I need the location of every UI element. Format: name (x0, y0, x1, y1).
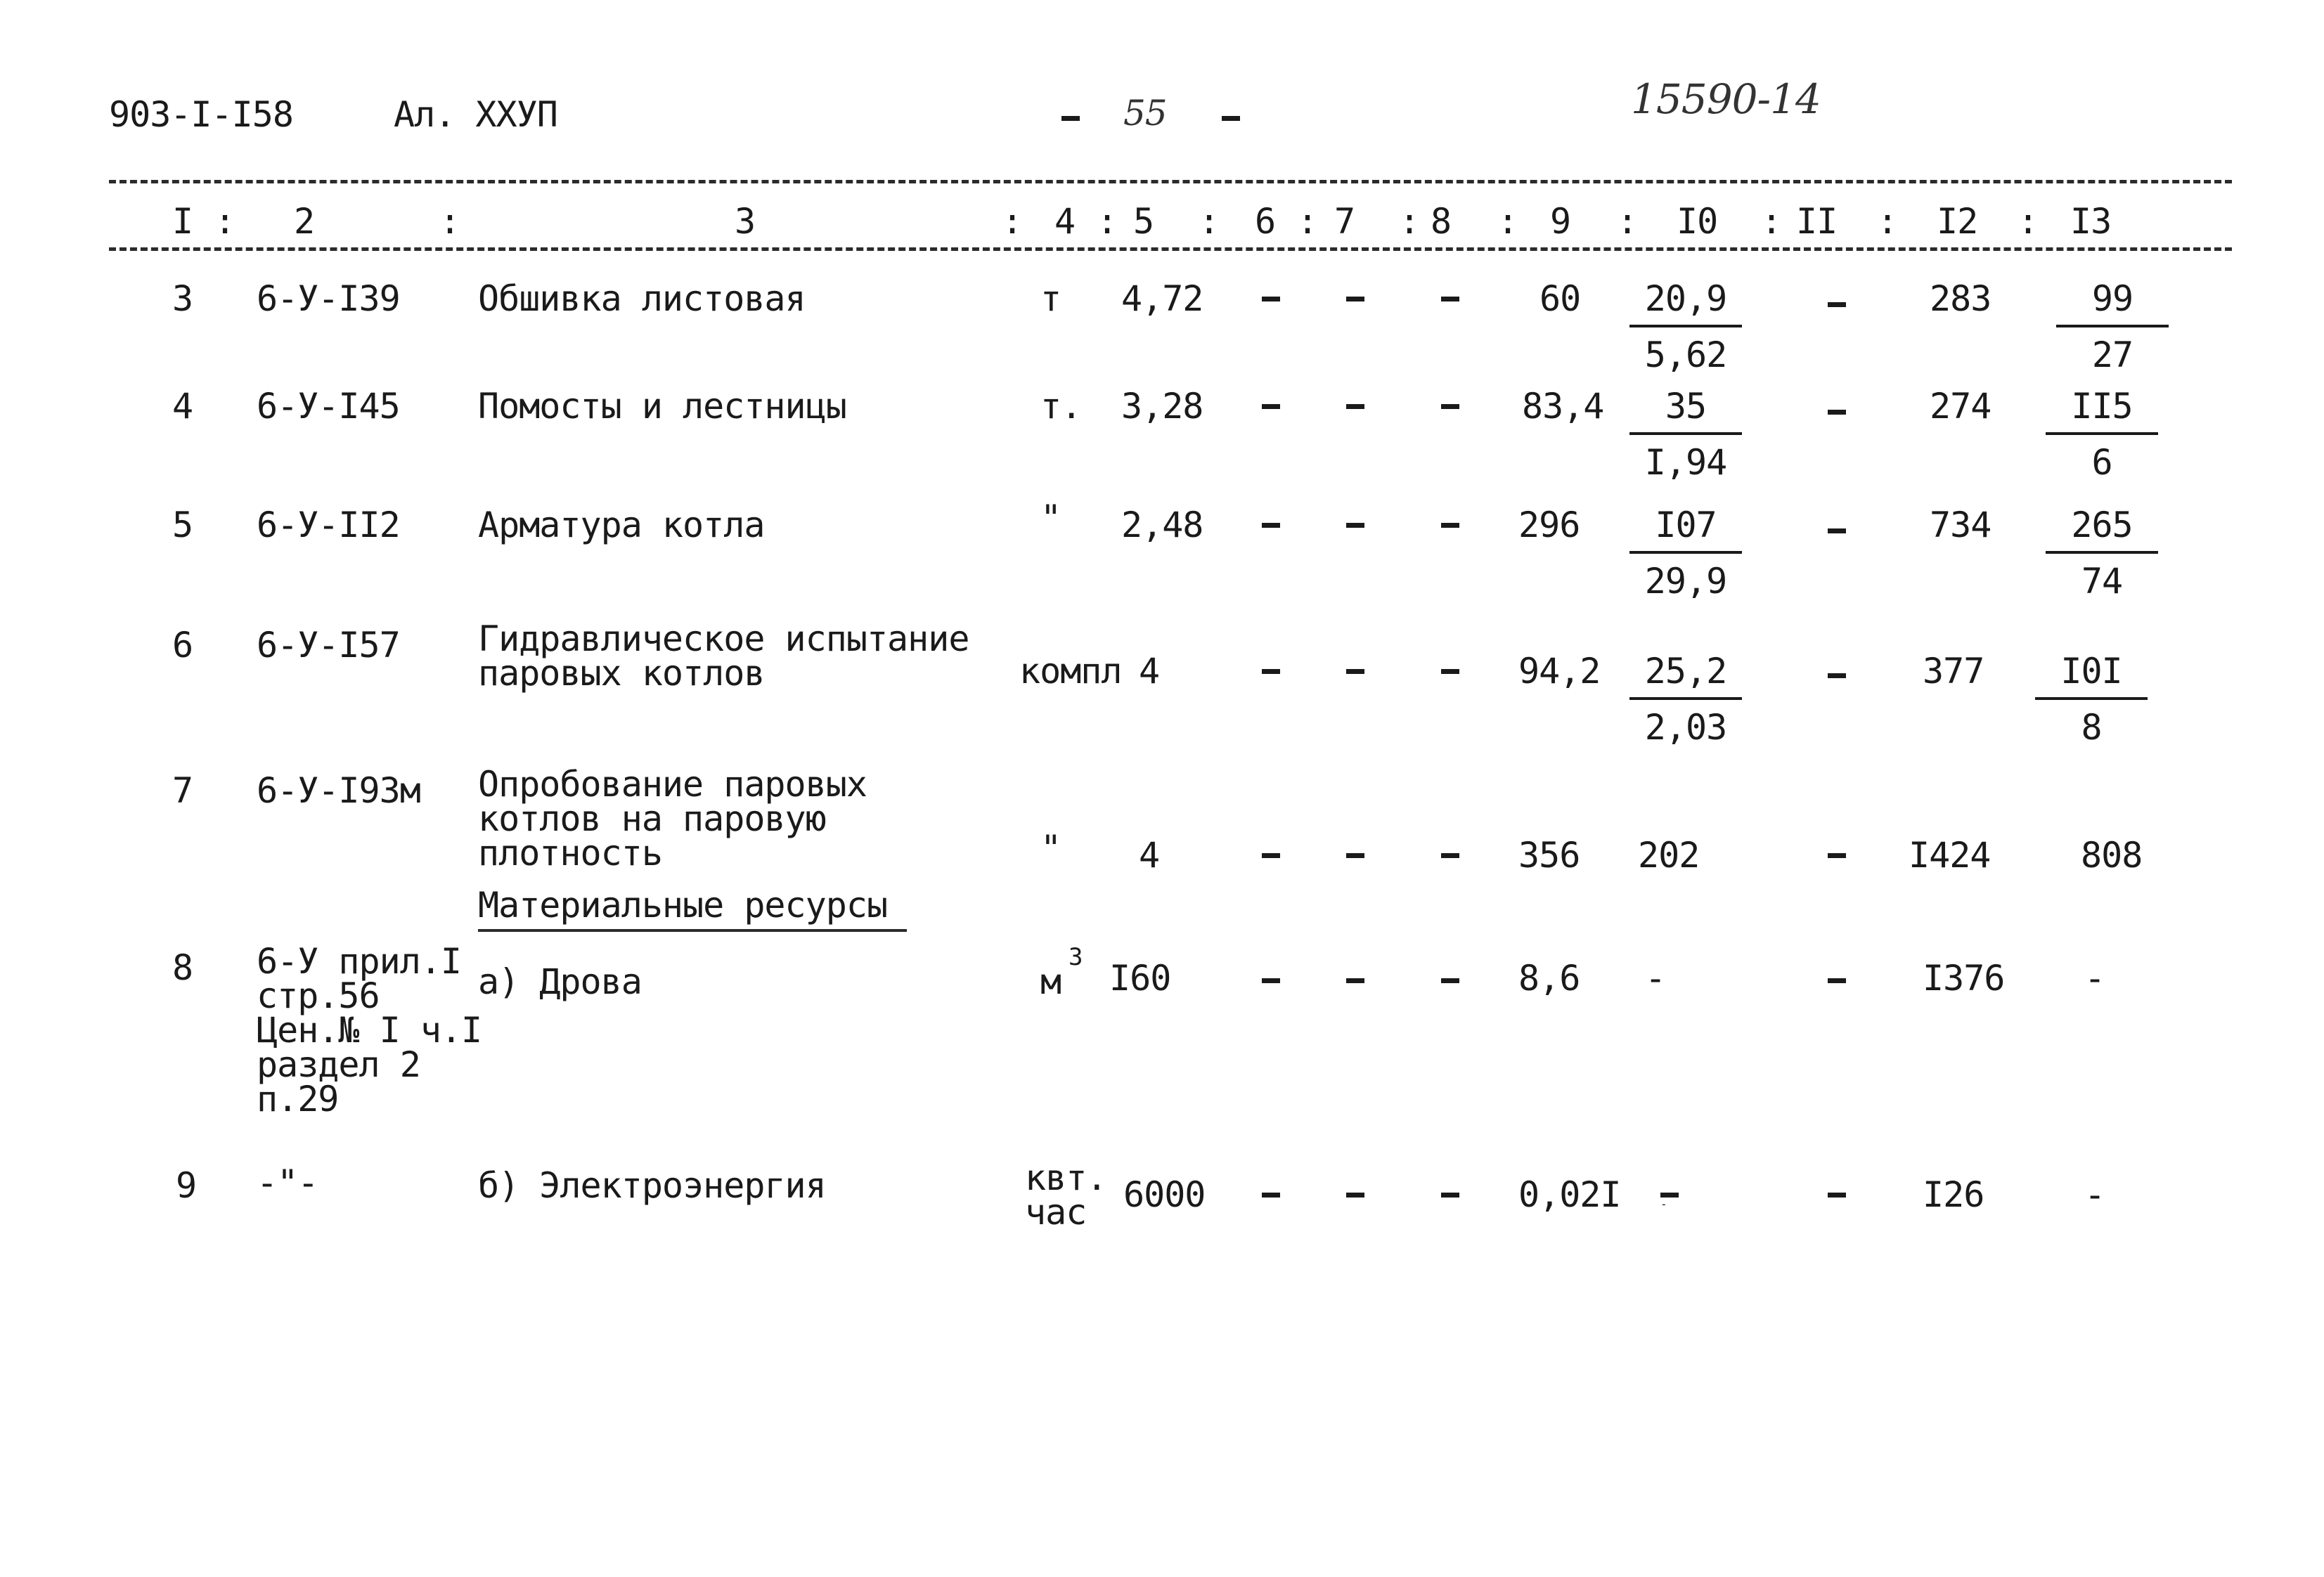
row-col8-dash (1441, 404, 1459, 409)
row-col9: 8,6 (1518, 958, 1580, 999)
row-code: 6-У-I39 (257, 278, 400, 319)
row-col13: 808 (2081, 835, 2143, 876)
row-col10: 202 (1638, 835, 1700, 876)
row-name: Опробование паровых котлов на паровую плотность (478, 764, 867, 874)
album-label: Ал. XXУП (394, 94, 557, 135)
column-header-11: II (1796, 201, 1838, 242)
row-col11-dash (1828, 302, 1846, 307)
fraction-bar (2046, 432, 2158, 435)
row-name: Арматура котла (478, 505, 765, 545)
row-col13-fraction (2035, 651, 2148, 748)
fraction-numerator: 35 (1665, 386, 1707, 427)
column-header-2: 2 (294, 201, 315, 242)
column-header-5: 5 (1133, 201, 1154, 242)
row-col7-dash (1346, 404, 1364, 409)
row-code: 6-У-I93м (257, 770, 420, 811)
row-col13-fraction (2046, 386, 2158, 483)
row-col10-fraction (1629, 505, 1742, 602)
row-col9: 83,4 (1522, 386, 1604, 427)
row-number: 3 (172, 278, 193, 319)
row-quantity: 3,28 (1121, 386, 1203, 427)
row-col7-dash (1346, 669, 1364, 674)
row-col10-fraction (1629, 651, 1742, 748)
row-col13-fraction (2046, 505, 2158, 602)
column-separator: : (1877, 201, 1898, 242)
fraction-denominator: 2,03 (1644, 707, 1727, 748)
section-title: Материальные ресурсы (478, 885, 888, 926)
column-separator: : (1199, 201, 1220, 242)
row-col9: 296 (1518, 505, 1580, 545)
row-col8-dash (1441, 1193, 1459, 1198)
fraction-numerator: 20,9 (1644, 278, 1727, 319)
row-number: 9 (176, 1165, 197, 1206)
column-header-13: I3 (2070, 201, 2112, 242)
fraction-denominator: 27 (2091, 335, 2133, 375)
row-unit: т (1040, 278, 1061, 319)
column-separator: : (1002, 201, 1023, 242)
row-col10: - (1645, 958, 1666, 999)
row-number: 7 (172, 770, 193, 811)
row-number: 4 (172, 386, 193, 427)
fraction-numerator: II5 (2071, 386, 2133, 427)
column-separator: : (1399, 201, 1420, 242)
row-number: 5 (172, 505, 193, 545)
fraction-bar (2035, 697, 2148, 700)
row-col12: I376 (1923, 958, 2005, 999)
row-col8-dash (1441, 523, 1459, 528)
column-header-10: I0 (1677, 201, 1718, 242)
row-col11-dash (1828, 1193, 1846, 1198)
row-col8-dash (1441, 669, 1459, 674)
row-col6-dash (1262, 297, 1280, 301)
row-col10-dash: - (1660, 1193, 1679, 1198)
row-name: Гидравлическое испытание паровых котлов (478, 618, 969, 694)
row-col6-dash (1262, 523, 1280, 528)
header-rule-top (109, 180, 2232, 183)
row-col13: - (2084, 1174, 2105, 1215)
row-col7-dash (1346, 853, 1364, 858)
column-separator: : (214, 201, 235, 242)
row-col12: 377 (1923, 651, 1984, 692)
column-header-3: 3 (735, 201, 756, 242)
row-unit: " (1040, 828, 1061, 869)
row-unit-superscript: 3 (1069, 943, 1083, 971)
row-col9: 356 (1518, 835, 1580, 876)
row-number: 6 (172, 625, 193, 666)
row-col6-dash (1262, 669, 1280, 674)
fraction-bar (2046, 551, 2158, 554)
fraction-denominator: 29,9 (1644, 561, 1727, 602)
column-header-1: I (172, 201, 193, 242)
row-unit: т. (1040, 386, 1082, 427)
fraction-bar (1629, 697, 1742, 700)
inventory-number: 15590-14 (1631, 75, 1821, 123)
column-header-8: 8 (1431, 201, 1452, 242)
column-separator: : (1617, 201, 1638, 242)
fraction-numerator: 265 (2071, 505, 2133, 545)
row-unit: м (1040, 961, 1061, 1002)
row-unit: " (1040, 498, 1061, 538)
row-quantity: 4 (1139, 835, 1160, 876)
row-col6-dash (1262, 404, 1280, 409)
row-col8-dash (1441, 297, 1459, 301)
row-code: 6-У-I57 (257, 625, 400, 666)
row-name: Обшивка листовая (478, 278, 806, 319)
row-code: 6-У прил.I стр.56 Цен.№ I ч.I раздел 2 п.29 (257, 941, 482, 1120)
fraction-denominator: 8 (2081, 707, 2102, 748)
row-quantity: I60 (1109, 958, 1171, 999)
row-col11-dash (1828, 673, 1846, 678)
column-separator: : (1097, 201, 1118, 242)
row-col10-fraction (1629, 278, 1742, 375)
row-col12: I26 (1923, 1174, 1984, 1215)
column-separator: : (1297, 201, 1318, 242)
row-quantity: 6000 (1123, 1174, 1206, 1215)
fraction-bar (1629, 432, 1742, 435)
fraction-denominator: 6 (2091, 442, 2112, 483)
row-col9: 60 (1539, 278, 1581, 319)
page-number-dash-left (1061, 116, 1080, 121)
column-separator: : (2018, 201, 2039, 242)
row-col7-dash (1346, 297, 1364, 301)
fraction-denominator: 74 (2081, 561, 2123, 602)
row-col9: 94,2 (1518, 651, 1601, 692)
column-separator: : (1761, 201, 1782, 242)
row-quantity: 4,72 (1121, 278, 1203, 319)
row-unit: компл (1019, 651, 1122, 692)
header-rule-bottom (109, 247, 2232, 251)
column-separator: : (1497, 201, 1518, 242)
row-quantity: 2,48 (1121, 505, 1203, 545)
row-col8-dash (1441, 978, 1459, 983)
row-code: -"- (257, 1162, 318, 1203)
fraction-numerator: 25,2 (1644, 651, 1727, 692)
fraction-numerator: 99 (2091, 278, 2133, 319)
row-col11-dash (1828, 978, 1846, 983)
row-col12: 274 (1930, 386, 1991, 427)
row-col13-fraction (2056, 278, 2169, 375)
row-col10-fraction (1629, 386, 1742, 483)
row-col8-dash (1441, 853, 1459, 858)
row-col9: 0,02I (1518, 1174, 1621, 1215)
column-header-9: 9 (1550, 201, 1571, 242)
row-col11-dash (1828, 853, 1846, 858)
fraction-bar (1629, 551, 1742, 554)
row-code: 6-У-II2 (257, 505, 400, 545)
row-quantity: 4 (1139, 651, 1160, 692)
row-col6-dash (1262, 853, 1280, 858)
document-code: 903-I-I58 (109, 94, 293, 135)
fraction-numerator: I0I (2060, 651, 2122, 692)
column-separator: : (439, 201, 460, 242)
row-col6-dash (1262, 978, 1280, 983)
fraction-numerator: I07 (1655, 505, 1717, 545)
row-name: б) Электроэнергия (478, 1165, 826, 1206)
page-number: 55 (1123, 93, 1167, 134)
row-col7-dash (1346, 1193, 1364, 1198)
column-header-6: 6 (1255, 201, 1276, 242)
row-col12: 283 (1930, 278, 1991, 319)
row-col7-dash (1346, 978, 1364, 983)
section-title-underline (478, 929, 907, 932)
column-header-7: 7 (1334, 201, 1355, 242)
row-col11-dash (1828, 410, 1846, 415)
row-name: а) Дрова (478, 961, 642, 1002)
row-col12: I424 (1909, 835, 1991, 876)
row-col13: - (2084, 958, 2105, 999)
fraction-bar (1629, 325, 1742, 327)
row-code: 6-У-I45 (257, 386, 400, 427)
column-header-4: 4 (1054, 201, 1076, 242)
row-col12: 734 (1930, 505, 1991, 545)
page-number-dash-right (1222, 116, 1240, 121)
row-col7-dash (1346, 523, 1364, 528)
fraction-denominator: I,94 (1644, 442, 1727, 483)
row-col11-dash (1828, 528, 1846, 533)
column-header-12: I2 (1937, 201, 1978, 242)
row-number: 8 (172, 947, 193, 988)
row-name: Помосты и лестницы (478, 386, 846, 427)
row-col6-dash (1262, 1193, 1280, 1198)
row-unit: квт. час (1025, 1157, 1107, 1233)
fraction-bar (2056, 325, 2169, 327)
fraction-denominator: 5,62 (1644, 335, 1727, 375)
